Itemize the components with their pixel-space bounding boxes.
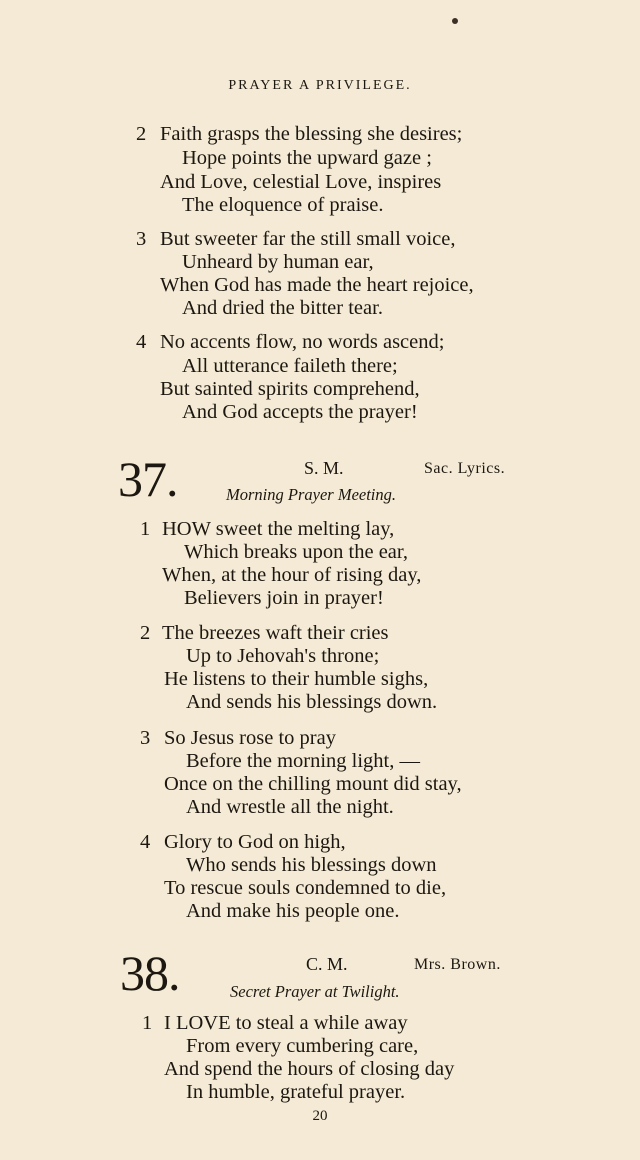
hymn-meter: S. M. — [304, 458, 344, 478]
verse-line: And wrestle all the night. — [186, 796, 394, 818]
hymn-title: Secret Prayer at Twilight. — [230, 982, 400, 1001]
page-header: PRAYER A PRIVILEGE. — [228, 78, 412, 93]
hymn-number: 38. — [120, 945, 180, 1001]
verse-line: Who sends his blessings down — [186, 854, 437, 876]
verse-line: And sends his blessings down. — [186, 691, 438, 713]
verse-line: HOW sweet the melting lay, — [162, 518, 395, 540]
verse-line: He listens to their humble sighs, — [164, 668, 429, 690]
verse-line: I LOVE to steal a while away — [164, 1012, 408, 1034]
verse-line: The eloquence of praise. — [182, 194, 384, 216]
hymn-number: 37. — [118, 451, 178, 507]
verse-line: But sainted spirits comprehend, — [160, 378, 420, 400]
verse-line: Which breaks upon the ear, — [184, 541, 409, 563]
verse-line: Believers join in prayer! — [184, 587, 384, 609]
hymn-title: Morning Prayer Meeting. — [226, 485, 397, 504]
verse-line: And God accepts the prayer! — [182, 401, 418, 423]
page-number: 20 — [312, 1108, 328, 1124]
verse-line: And spend the hours of closing day — [164, 1058, 455, 1080]
verse-line: Before the morning light, — — [186, 750, 420, 772]
stanza-number: 2 — [136, 123, 147, 145]
verse-line: All utterance faileth there; — [182, 355, 398, 377]
hymn-author: Mrs. Brown. — [414, 956, 501, 973]
hymn-author: Sac. Lyrics. — [424, 460, 506, 477]
ink-speck — [452, 18, 458, 24]
verse-line: And Love, celestial Love, inspires — [160, 171, 442, 193]
verse-line: The breezes waft their cries — [162, 622, 389, 644]
verse-line: Glory to God on high, — [164, 831, 346, 853]
verse-line: From every cumbering care, — [186, 1035, 419, 1057]
verse-line: Up to Jehovah's throne; — [186, 645, 380, 667]
verse-line: To rescue souls condemned to die, — [164, 877, 447, 899]
verse-line: When, at the hour of rising day, — [162, 564, 422, 586]
verse-line: In humble, grateful prayer. — [186, 1081, 406, 1103]
stanza-number: 3 — [136, 228, 147, 250]
verse-line: Once on the chilling mount did stay, — [164, 773, 462, 795]
verse-line: Unheard by human ear, — [182, 251, 374, 273]
verse-line: When God has made the heart rejoice, — [160, 274, 474, 296]
verse-line: Faith grasps the blessing she desires; — [160, 123, 463, 145]
verse-line: Hope points the upward gaze ; — [182, 147, 432, 169]
stanza-number: 1 — [140, 518, 151, 540]
verse-line: And make his people one. — [186, 900, 400, 922]
hymn-meter: C. M. — [306, 954, 348, 974]
verse-line: No accents flow, no words ascend; — [160, 331, 445, 353]
stanza-number: 1 — [142, 1012, 153, 1034]
stanza-number: 4 — [136, 331, 147, 353]
verse-line: But sweeter far the still small voice, — [160, 228, 456, 250]
verse-line: And dried the bitter tear. — [182, 297, 383, 319]
stanza-number: 2 — [140, 622, 151, 644]
stanza-number: 4 — [140, 831, 151, 853]
stanza-number: 3 — [140, 727, 151, 749]
verse-line: So Jesus rose to pray — [164, 727, 336, 749]
